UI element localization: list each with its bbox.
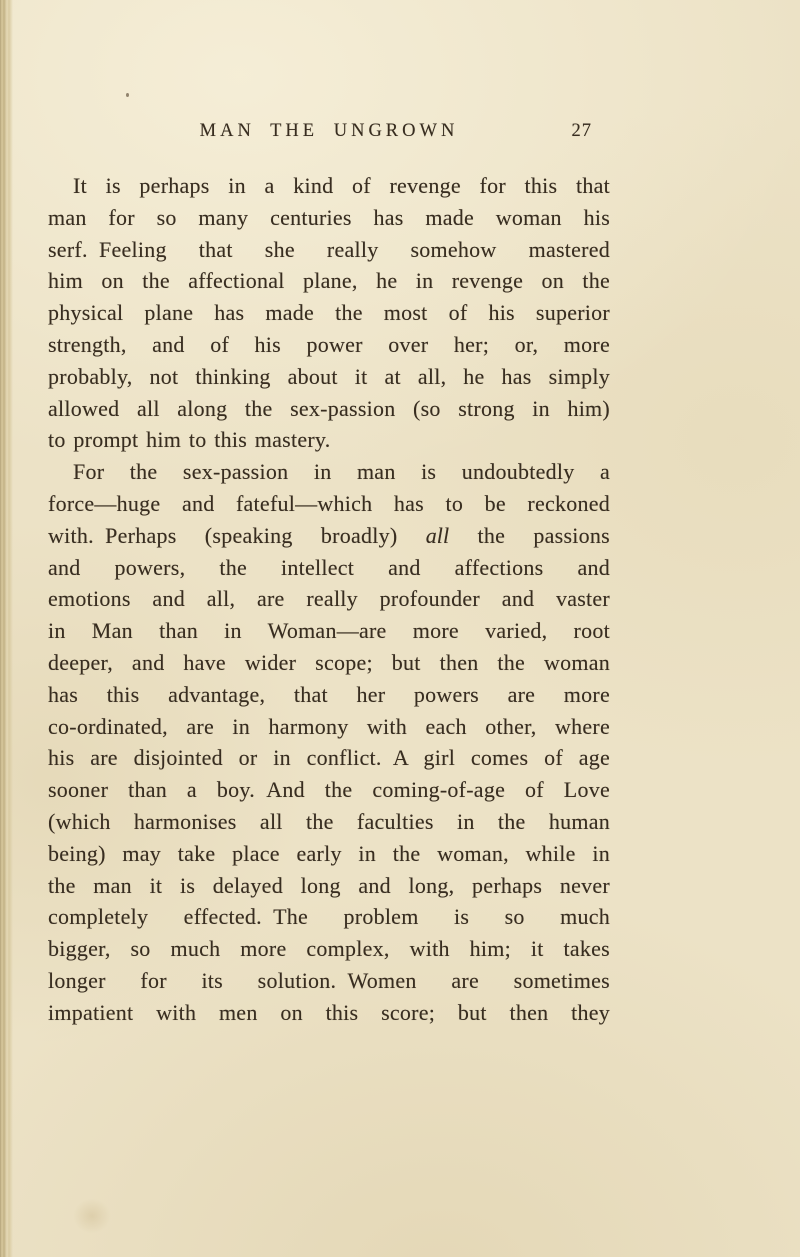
text-line: It is perhaps in a kind of revenge for this that [73,173,610,198]
text-line: emotions and all, are really profounder and vaster [48,586,610,612]
text-line: his are disjointed or in conflict. A girl comes of age [48,745,610,771]
page-number: 27 [571,121,592,141]
text-line: allowed all along the sex-passion (so strong in him) [48,395,610,421]
text-line: being) may take place early in the woman, while in [48,840,610,866]
text-line: deeper, and have wider scope; but then the woman [48,649,610,675]
paper-stain [66,1192,118,1240]
text-line: For the sex-passion in man is undoubtedly a [73,459,610,485]
text-line: with. Perhaps (speaking broadly) all the passions [48,522,610,548]
paragraph [48,170,610,456]
text-line: him on the affectional plane, he in revenge on the [48,268,610,294]
text-line: strength, and of his power over her; or, more [48,331,610,357]
text-line: in Man than in Woman—are more varied, root [48,618,610,644]
running-header [48,121,610,147]
text-line: co-ordinated, are in harmony with each other, where [48,713,610,739]
italic-text: all [425,522,450,548]
text-line: and powers, the intellect and affections and [48,554,610,580]
text-line: the man it is delayed long and long, perhaps never [48,872,610,898]
text-line: impatient with men on this score; but then they [48,999,610,1025]
text-line: longer for its solution. Women are sometimes [48,967,610,993]
text-line: completely effected. The problem is so much [48,904,610,930]
paper-speck [126,93,129,97]
text-block [48,170,610,1029]
book-page-edge [0,0,13,1257]
text-line: (which harmonises all the faculties in the human [48,808,610,834]
text-line: sooner than a boy. And the coming-of-age of Love [48,777,610,803]
text-line: serf. Feeling that she really somehow mastered [48,236,610,262]
paragraph [48,456,610,1028]
text-line: bigger, so much more complex, with him; it takes [48,936,610,962]
text-line: has this advantage, that her powers are more [48,681,610,707]
text-line: physical plane has made the most of his superior [48,300,610,326]
running-title: MAN THE UNGROWN [199,121,459,141]
text-line: probably, not thinking about it at all, he has simply [48,363,610,389]
text-line: man for so many centuries has made woman his [48,204,610,230]
text-line: to prompt him to this mastery. [48,427,331,453]
text-line: force—huge and fateful—which has to be reckoned [48,490,610,516]
